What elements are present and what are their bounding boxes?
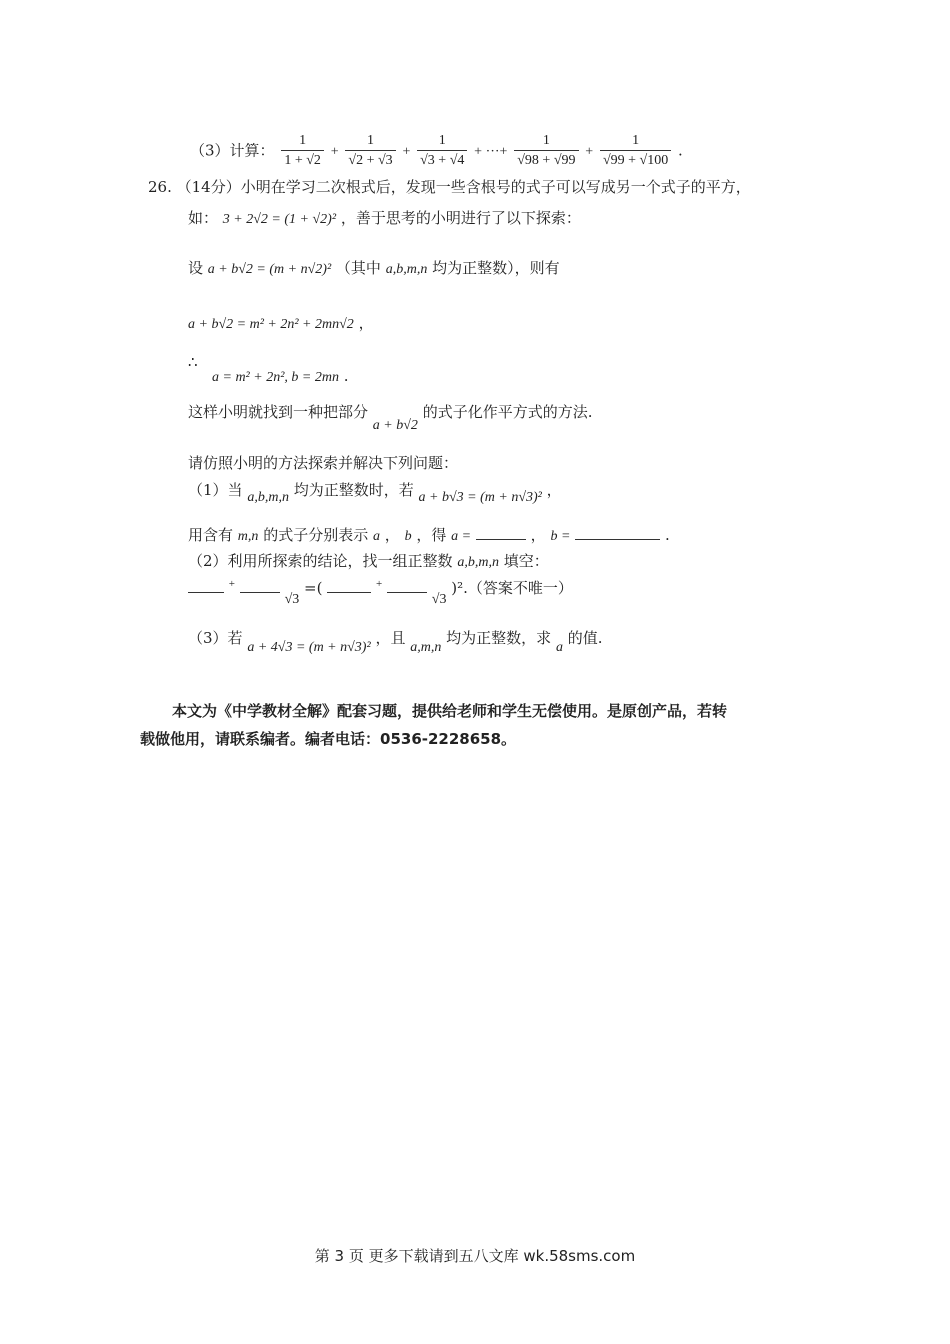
q26-example: 如： 3 + 2√2 = (1 + √2)² ，善于思考的小明进行了以下探索： [188, 209, 581, 227]
q26-part1-answer: 用含有 m,n 的式子分别表示 a ， b ，得 a = ， b = . [188, 526, 670, 544]
let-equation: a + b√2 = (m + n√2)² [207, 262, 332, 277]
question-number: 26. [148, 178, 172, 196]
copyright-note-line-1: 本文为《中学教材全解》配套习题，提供给老师和学生无偿使用。是原创产品，若转 [172, 702, 728, 720]
expand-equation: a + b√2 = m² + 2n² + 2mn√2 [188, 317, 354, 332]
example-equation: 3 + 2√2 = (1 + √2)² [222, 212, 337, 227]
q26-expand: a + b√2 = m² + 2n² + 2mn√2 ， [188, 314, 374, 332]
fill-blank-1[interactable] [188, 578, 224, 593]
part1-equation: a + b√3 = (m + n√3)² [418, 490, 542, 505]
copyright-note-line-2: 载做他用，请联系编者。编者电话：0536-2228658。 [140, 730, 517, 748]
fraction-term-4: $\frac{1}{√98 + √99}$ [514, 133, 578, 170]
part3-equation: a + 4√3 = (m + n√3)² [247, 640, 371, 655]
q26-part3: （3）若 a + 4√3 = (m + n√3)² ，且 a,m,n 均为正整数，求 a 的值. [188, 629, 603, 655]
therefore-equation: a = m² + 2n², b = 2mn [212, 370, 339, 385]
q26-instruction: 请仿照小明的方法探索并解决下列问题： [188, 454, 459, 472]
q26-intro [148, 177, 751, 197]
fill-blank-3[interactable] [327, 578, 371, 593]
method-expression: a + b√2 [372, 418, 418, 433]
page-footer: 第 3 页 更多下载请到五八文库 wk.58sms.com [314, 1247, 636, 1265]
fill-blank-2[interactable] [240, 578, 280, 593]
q26-method: 这样小明就找到一种把部分 a + b√2 的式子化作平方式的方法. [188, 403, 593, 433]
q26-let: 设 a + b√2 = (m + n√2)² （其中 a,b,m,n 均为正整数），则有 [188, 259, 560, 277]
fraction-term-2: $\frac{1}{√2 + √3}$ [345, 133, 395, 170]
fill-blank-4[interactable] [387, 578, 427, 593]
fraction-term-1: $\frac{1}{1 + √2}$ [281, 133, 324, 170]
q25-part3-label: （3）计算： [190, 141, 275, 160]
fraction-term-5: $\frac{1}{√99 + √100}$ [600, 133, 671, 170]
therefore-symbol: ∴ [188, 353, 198, 371]
q26-therefore: a = m² + 2n², b = 2mn . [212, 367, 349, 385]
ellipsis: + ···+ [474, 144, 508, 160]
q26-part2-fill: + √3 =( + √3 )².（答案不唯一） [188, 578, 573, 600]
q26-part1: （1）当 a,b,m,n 均为正整数时，若 a + b√3 = (m + n√3)² ， [188, 481, 562, 505]
fraction-term-3: $\frac{1}{√3 + √4}$ [417, 133, 467, 170]
answer-blank-a[interactable] [476, 525, 526, 540]
q26-intro-text: （14分）小明在学习二次根式后，发现一些含根号的式子可以写成另一个式子的平方， [176, 178, 751, 196]
q26-part2: （2）利用所探索的结论，找一组正整数 a,b,m,n 填空： [188, 552, 549, 570]
answer-blank-b[interactable] [575, 525, 660, 540]
q25-part3: （3）计算： $\frac{1}{1 + √2}$ + $\frac{1}{√2 + √3}$ + $\frac{1}{√3 + √4}$ + ···+ $\frac{1}{√98 + √99}$ + $\frac{1}{√99 + √100}$ . [190, 133, 683, 168]
